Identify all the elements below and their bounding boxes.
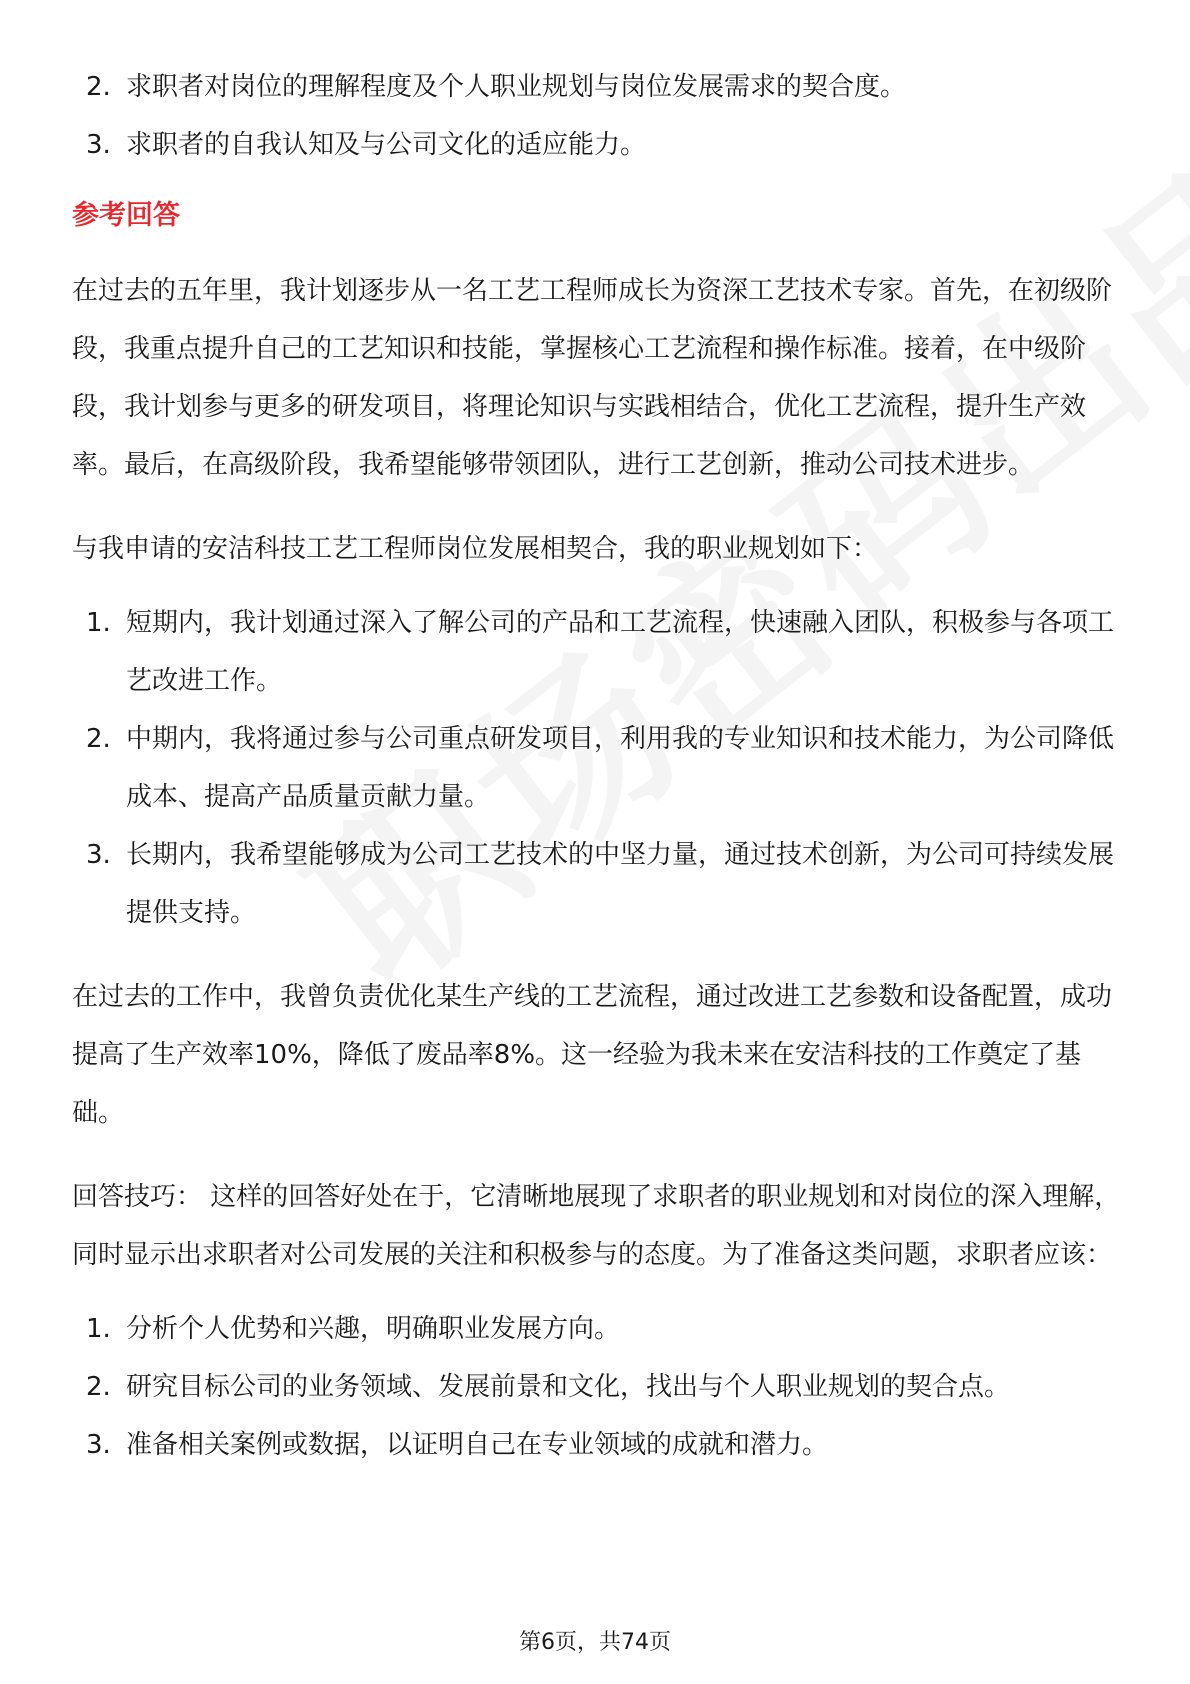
paragraph-intro: 与我申请的安洁科技工艺工程师岗位发展相契合，我的职业规划如下：: [72, 534, 879, 564]
list-number: 1.: [86, 1314, 111, 1344]
tips-list: [72, 1300, 1132, 1474]
paragraph-tips: 回答技巧： 这样的回答好处在于，它清晰地展现了求职者的职业规划和对岗位的深入理解，同时显示出求职者对公司发展的关注和积极参与的态度。为了准备这类问题，求职者应该：: [72, 1182, 1121, 1270]
list-number: 3.: [86, 1430, 111, 1460]
list-item: [72, 1300, 1132, 1358]
list-text: 中期内，我将通过参与公司重点研发项目，利用我的专业知识和技术能力，为公司降低成本、提高产品质量贡献力量。: [126, 724, 1115, 812]
list-number: 3.: [86, 130, 111, 160]
list-text: 研究目标公司的业务领域、发展前景和文化，找出与个人职业规划的契合点。: [126, 1372, 1011, 1402]
paragraph-experience: 在过去的工作中，我曾负责优化某生产线的工艺流程，通过改进工艺参数和设备配置，成功提高了生产效率10%，降低了废品率8%。这一经验为我未来在安洁科技的工作奠定了基础。: [72, 982, 1113, 1128]
list-text: 准备相关案例或数据，以证明自己在专业领域的成就和潜力。: [126, 1430, 829, 1460]
list-item: [72, 1416, 1132, 1474]
list-number: 1.: [86, 608, 111, 638]
page-number: 第6页，共74页: [519, 1630, 671, 1655]
paragraph-plan: 在过去的五年里，我计划逐步从一名工艺工程师成长为资深工艺技术专家。首先，在初级阶段，我重点提升自己的工艺知识和技能，掌握核心工艺流程和操作标准。接着，在中级阶段，我计划参与更多的研发项目，将理论知识与实践相结合，优化工艺流程，提升生产效率。最后，在高级阶段，我希望能够带领团队，进行工艺创新，推动公司技术进步。: [72, 276, 1113, 480]
list-text: 短期内，我计划通过深入了解公司的产品和工艺流程，快速融入团队，积极参与各项工艺改进工作。: [126, 608, 1115, 696]
list-item: [72, 1358, 1132, 1416]
plan-list: [72, 594, 1132, 942]
list-item: [72, 594, 1132, 710]
section-heading: 参考回答: [72, 200, 180, 231]
list-number: 2.: [86, 724, 111, 754]
list-text: 分析个人优势和兴趣，明确职业发展方向。: [126, 1314, 621, 1344]
list-text: 长期内，我希望能够成为公司工艺技术的中坚力量，通过技术创新，为公司可持续发展提供支持。: [126, 840, 1115, 928]
list-number: 2.: [86, 72, 111, 102]
list-number: 2.: [86, 1372, 111, 1402]
list-text: 求职者对岗位的理解程度及个人职业规划与岗位发展需求的契合度。: [126, 72, 907, 102]
list-number: 3.: [86, 840, 111, 870]
top-list: [72, 58, 1132, 174]
list-item: [72, 710, 1132, 826]
list-text: 求职者的自我认知及与公司文化的适应能力。: [126, 130, 647, 160]
list-item: [72, 58, 1132, 116]
page-content: [72, 58, 1132, 1474]
list-item: [72, 116, 1132, 174]
list-item: [72, 826, 1132, 942]
